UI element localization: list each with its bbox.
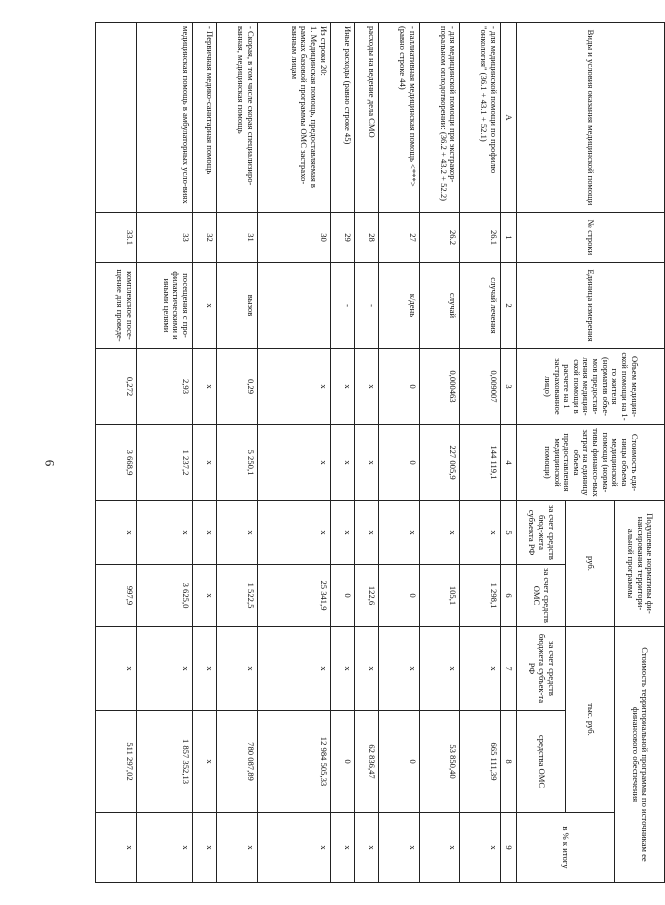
page-number: 6 [42, 459, 58, 467]
cell-unit: х [193, 263, 217, 349]
cell-unit-cost: х [193, 425, 217, 501]
cell-volume: 0,000463 [419, 349, 459, 425]
column-index-cell: 2 [500, 263, 516, 349]
cell-cost-budget: х [460, 627, 500, 711]
cell-cost-budget: х [193, 627, 217, 711]
cell-unit-cost: 227 005,9 [419, 425, 459, 501]
header-norm-regional-budget: за счет средств бюд-жета субъекта РФ [516, 501, 566, 565]
table-row [379, 23, 419, 883]
cell-unit: посещения с про-филактическими и иными целями [136, 263, 193, 349]
cell-row-label: расходы на ведение дела СМО [354, 23, 378, 213]
table-row [136, 23, 193, 883]
table-row [460, 23, 500, 883]
column-index-cell: 5 [500, 501, 516, 565]
cell-percent: х [136, 813, 193, 883]
cell-volume: 0,009007 [460, 349, 500, 425]
column-index-row [500, 23, 516, 883]
table-row [193, 23, 217, 883]
header-norm-oms: за счет средств ОМС [516, 565, 566, 627]
column-index-cell: А [500, 23, 516, 213]
header-per-capita-norms: Подушевые нормативы фи-нансирования территори-альной программы [615, 501, 665, 627]
cell-row-label: - Первичная медико-санитарная помощь [193, 23, 217, 213]
cell-row-number: 31 [217, 213, 257, 263]
table-row [96, 23, 137, 883]
cell-norm-oms: х [193, 565, 217, 627]
cell-percent: х [217, 813, 257, 883]
cell-row-number: 29 [330, 213, 354, 263]
cell-cost-budget: х [136, 627, 193, 711]
column-index-cell: 6 [500, 565, 516, 627]
column-index-cell: 7 [500, 627, 516, 711]
cell-row-number: 27 [379, 213, 419, 263]
cell-norm-oms: 1 522,5 [217, 565, 257, 627]
cell-norm-oms: 997,9 [96, 565, 137, 627]
column-index-cell: 1 [500, 213, 516, 263]
cell-percent: х [193, 813, 217, 883]
table-row [217, 23, 257, 883]
cell-unit: к/день [379, 263, 419, 349]
cell-norm-budget: х [96, 501, 137, 565]
cell-unit-cost: 144 119,1 [460, 425, 500, 501]
header-row-number: № строки [516, 213, 664, 263]
cell-norm-budget: х [217, 501, 257, 565]
column-index-cell: 3 [500, 349, 516, 425]
cell-cost-oms: 0 [330, 711, 354, 813]
cell-norm-oms: 105,1 [419, 565, 459, 627]
cell-cost-budget: х [419, 627, 459, 711]
cell-unit: случай [419, 263, 459, 349]
program-cost-table [95, 22, 665, 883]
cell-row-number: 26.2 [419, 213, 459, 263]
cell-norm-oms: 1 298,1 [460, 565, 500, 627]
cell-cost-budget: х [379, 627, 419, 711]
header-unit-cost: Стоимость еди-ницы объема медицинской помощи (норма-тивы финансо-вых затрат на единицу объема предоставления медицинской помощи) [516, 425, 664, 501]
cell-unit: вызов [217, 263, 257, 349]
header-percent-of-total: в % к итогу [516, 813, 615, 883]
cell-volume: 0 [379, 349, 419, 425]
cell-norm-budget: х [330, 501, 354, 565]
cell-unit: случай лечения [460, 263, 500, 349]
column-index-cell: 4 [500, 425, 516, 501]
cell-row-label: - для медицинской помощи при экстракор-поральном оплодотворении: (36.2 + 43.2 + 52.2) [419, 23, 459, 213]
cell-percent: х [379, 813, 419, 883]
cell-cost-oms: 665 111,39 [460, 711, 500, 813]
cell-cost-oms: 12 984 505,33 [257, 711, 330, 813]
cell-row-label [96, 23, 137, 213]
cell-row-label: Из строки 20: 1. Медицинская помощь, предоставляемая в рамках базовой программы ОМС застрахо-ванным лицам [257, 23, 330, 213]
cell-cost-oms: 62 836,47 [354, 711, 378, 813]
cell-norm-budget: х [460, 501, 500, 565]
header-thous-rub: тыс. руб. [566, 627, 615, 813]
cell-unit-cost: 1 237,2 [136, 425, 193, 501]
cell-row-label: - для медицинской помощи по профилю "онкология" (36.1 + 43.1 + 52.1) [460, 23, 500, 213]
column-index-cell: 9 [500, 813, 516, 883]
cell-cost-oms: х [193, 711, 217, 813]
cell-volume: х [193, 349, 217, 425]
cell-unit-cost: 0 [379, 425, 419, 501]
cell-percent: х [460, 813, 500, 883]
header-unit: Единица измерения [516, 263, 664, 349]
cell-unit-cost: 3 668,9 [96, 425, 137, 501]
cell-norm-budget: х [257, 501, 330, 565]
cell-unit-cost: х [354, 425, 378, 501]
cell-row-number: 28 [354, 213, 378, 263]
cell-row-number: 26.1 [460, 213, 500, 263]
table-row [419, 23, 459, 883]
cell-norm-budget: х [419, 501, 459, 565]
cell-cost-oms: 780 087,89 [217, 711, 257, 813]
cell-unit: - [330, 263, 354, 349]
cell-cost-budget: х [96, 627, 137, 711]
cell-unit: комплексное посе-щение для проведе- [96, 263, 137, 349]
cell-unit-cost: х [330, 425, 354, 501]
header-cost-oms: средства ОМС [516, 711, 566, 813]
cell-percent: х [330, 813, 354, 883]
header-rub: руб. [566, 501, 615, 627]
cell-row-label: медицинская помощь в амбулаторных усло-виях [136, 23, 193, 213]
rotated-page [95, 22, 665, 882]
header-volume-per-resident: Объем медицин-ской помощи на 1-го жителя (норматив объе-мов предостав-ления медицин-ской помощи в расчете на 1 застрахованное лицо) [516, 349, 664, 425]
cell-volume: 0,29 [217, 349, 257, 425]
cell-norm-budget: х [379, 501, 419, 565]
cell-cost-oms: 511 297,02 [96, 711, 137, 813]
cell-row-label: Иные расходы (равно строке 45) [330, 23, 354, 213]
table-body [96, 23, 501, 883]
cell-norm-oms: 122,6 [354, 565, 378, 627]
header-program-cost: Стоимость территориальной программы по источникам ее финансового обеспечения [615, 627, 665, 883]
cell-unit-cost: 5 250,1 [217, 425, 257, 501]
cell-norm-oms: 0 [379, 565, 419, 627]
cell-cost-budget: х [330, 627, 354, 711]
cell-unit [257, 263, 330, 349]
cell-cost-oms: 53 850,40 [419, 711, 459, 813]
cell-row-number: 33.1 [96, 213, 137, 263]
header-cost-regional-budget: за счет средств бюджета субъек-та РФ [516, 627, 566, 711]
cell-percent: х [354, 813, 378, 883]
cell-row-label: - паллиативная медицинская помощь <***> (равно строке 44) [379, 23, 419, 213]
cell-norm-budget: х [354, 501, 378, 565]
cell-norm-oms: 25 341,9 [257, 565, 330, 627]
table-row [330, 23, 354, 883]
cell-norm-oms: 0 [330, 565, 354, 627]
cell-volume: 0,272 [96, 349, 137, 425]
cell-cost-oms: 1 857 352,13 [136, 711, 193, 813]
table-row [257, 23, 330, 883]
cell-percent: х [257, 813, 330, 883]
cell-row-label: - Скорая, в том числе скорая специализиро-ванная, медицинская помощь [217, 23, 257, 213]
cell-cost-budget: х [257, 627, 330, 711]
cell-percent: х [419, 813, 459, 883]
cell-row-number: 32 [193, 213, 217, 263]
cell-percent: х [96, 813, 137, 883]
cell-volume: х [354, 349, 378, 425]
cell-unit: - [354, 263, 378, 349]
cell-row-number: 33 [136, 213, 193, 263]
cell-unit-cost: х [257, 425, 330, 501]
cell-volume: х [330, 349, 354, 425]
header-types-conditions: Виды и условия оказания медицинской помощи [516, 23, 664, 213]
cell-norm-budget: х [193, 501, 217, 565]
cell-volume: х [257, 349, 330, 425]
cell-volume: 2,93 [136, 349, 193, 425]
cell-cost-budget: х [354, 627, 378, 711]
column-index-cell: 8 [500, 711, 516, 813]
cell-norm-budget: х [136, 501, 193, 565]
cell-cost-oms: 0 [379, 711, 419, 813]
cell-row-number: 30 [257, 213, 330, 263]
cell-norm-oms: 3 625,0 [136, 565, 193, 627]
table-row [354, 23, 378, 883]
cell-cost-budget: х [217, 627, 257, 711]
